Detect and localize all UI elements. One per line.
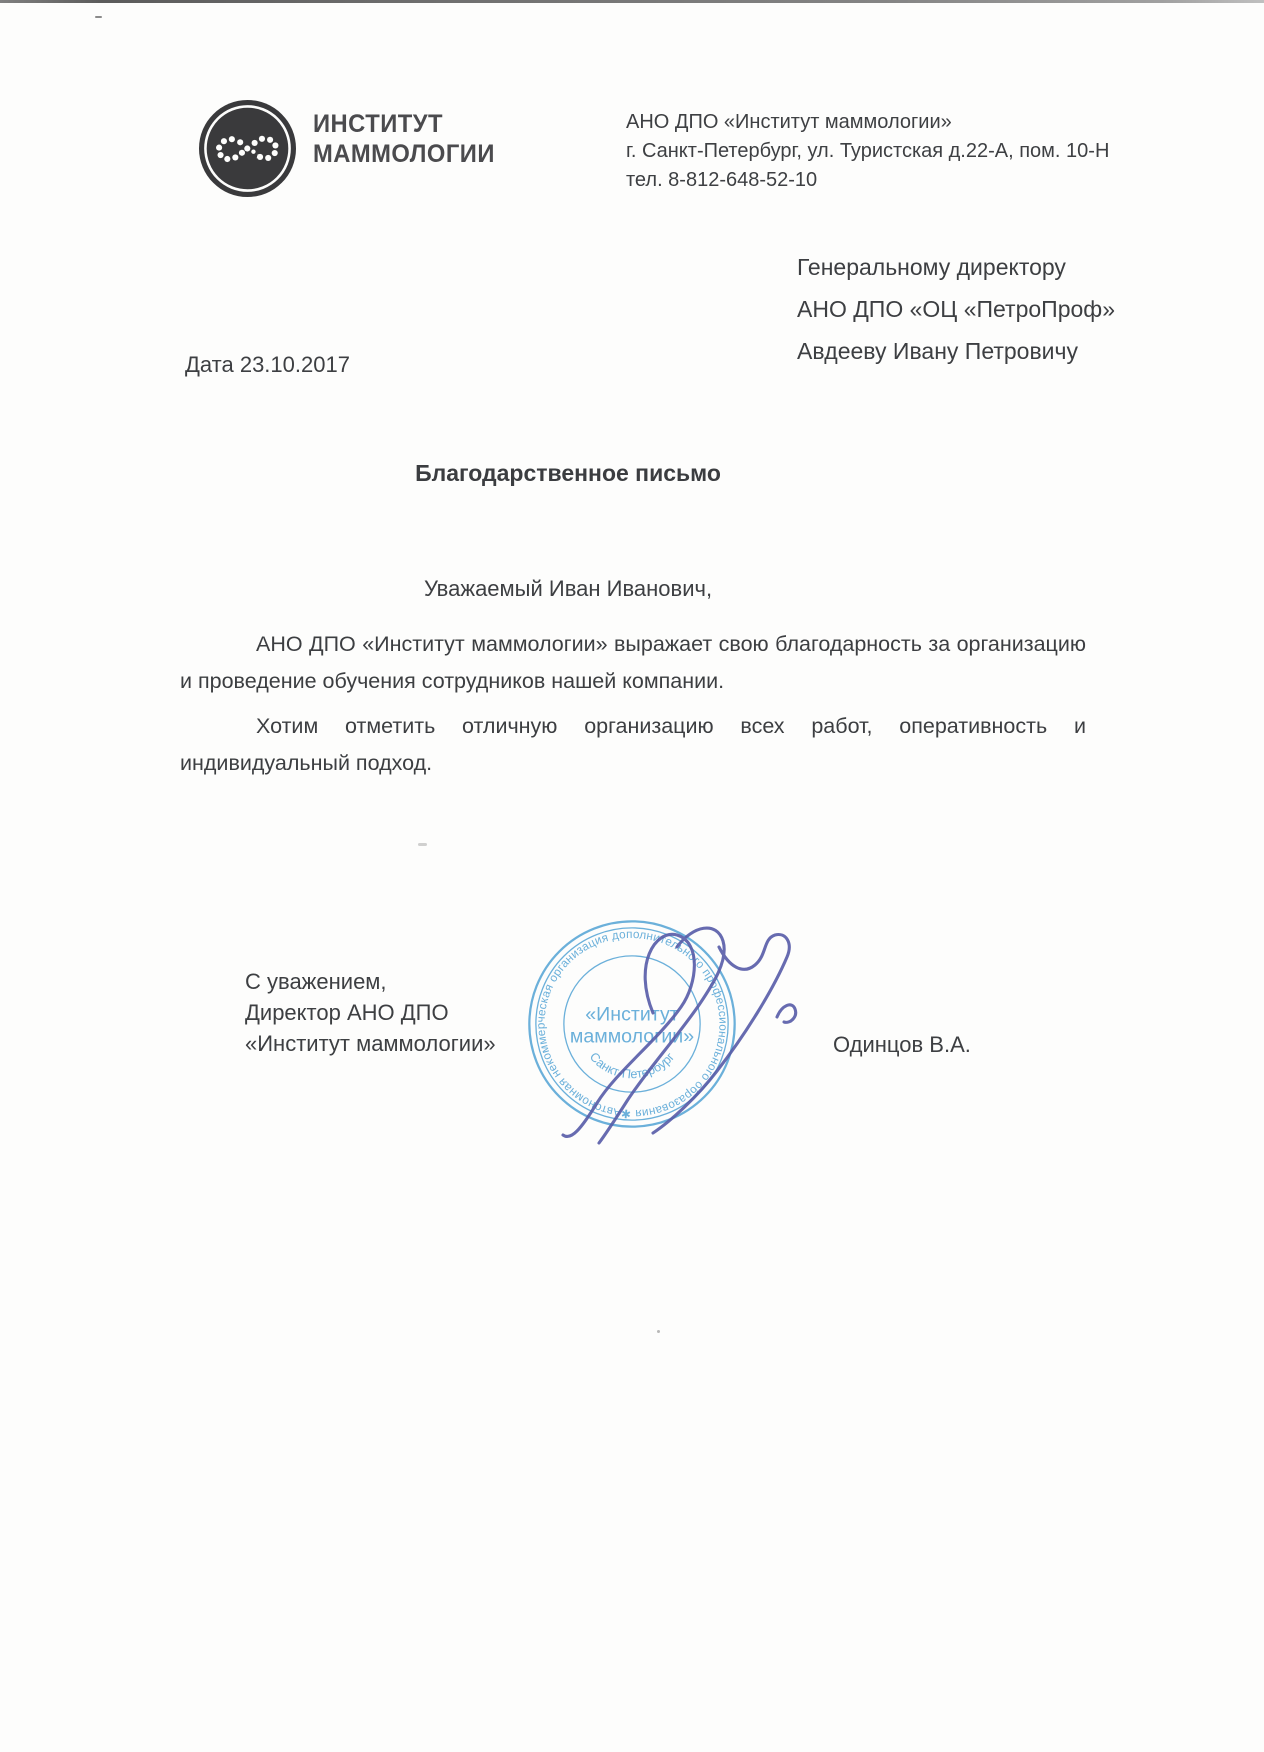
sender-phone: тел. 8-812-648-52-10	[626, 169, 818, 191]
logo-line1: ИНСТИТУТ	[313, 110, 443, 138]
closing-line2: Директор АНО ДПО	[245, 1000, 449, 1025]
date-line: Дата 23.10.2017	[185, 352, 350, 377]
recipient-position: Генеральному директору	[797, 254, 1066, 280]
closing-line1: С уважением,	[245, 969, 387, 994]
greeting-line: Уважаемый Иван Иванович,	[423, 576, 713, 601]
stamp-center-line2: маммологии»	[569, 1025, 695, 1048]
scan-speck	[418, 843, 427, 846]
scan-artifact-topline	[0, 0, 1264, 3]
scan-speck	[95, 16, 102, 18]
stamp-ring-text: Автономная некоммерческая организация дополнительного профессионального образования ✱	[534, 927, 730, 1121]
handwritten-signature	[505, 895, 805, 1145]
scan-speck	[657, 1330, 660, 1333]
closing-line3: «Институт маммологии»	[245, 1031, 496, 1056]
sender-address: г. Санкт-Петербург, ул. Туристская д.22-А, пом. 10-Н	[626, 140, 1110, 162]
logo	[198, 99, 504, 198]
recipient-org: АНО ДПО «ОЦ «ПетроПроф»	[797, 296, 1116, 322]
infinity-logo-icon	[198, 99, 297, 198]
sender-header	[626, 108, 1109, 195]
document-title: Благодарственное письмо	[415, 460, 721, 486]
sender-org: АНО ДПО «Институт маммологии»	[626, 111, 952, 133]
recipient-name: Авдееву Ивану Петровичу	[797, 338, 1079, 364]
closing-block	[245, 966, 496, 1059]
recipient-block	[797, 246, 1115, 372]
logo-wordmark	[313, 99, 495, 169]
signer-name: Одинцов В.А.	[833, 1032, 971, 1057]
body-paragraph-2: Хотим отметить отличную организацию всех работ, оперативность и индивидуальный подход.	[180, 714, 1086, 775]
body-paragraph-1: АНО ДПО «Институт маммологии» выражает свою благодарность за организацию и проведение обучения сотрудников нашей компании.	[180, 632, 1086, 693]
letter-body	[180, 626, 1086, 781]
logo-line2: МАММОЛОГИИ	[313, 140, 495, 168]
stamp-city-text: Санкт-Петербург	[586, 1049, 678, 1082]
stamp-center-line1: «Институт	[585, 1003, 679, 1026]
